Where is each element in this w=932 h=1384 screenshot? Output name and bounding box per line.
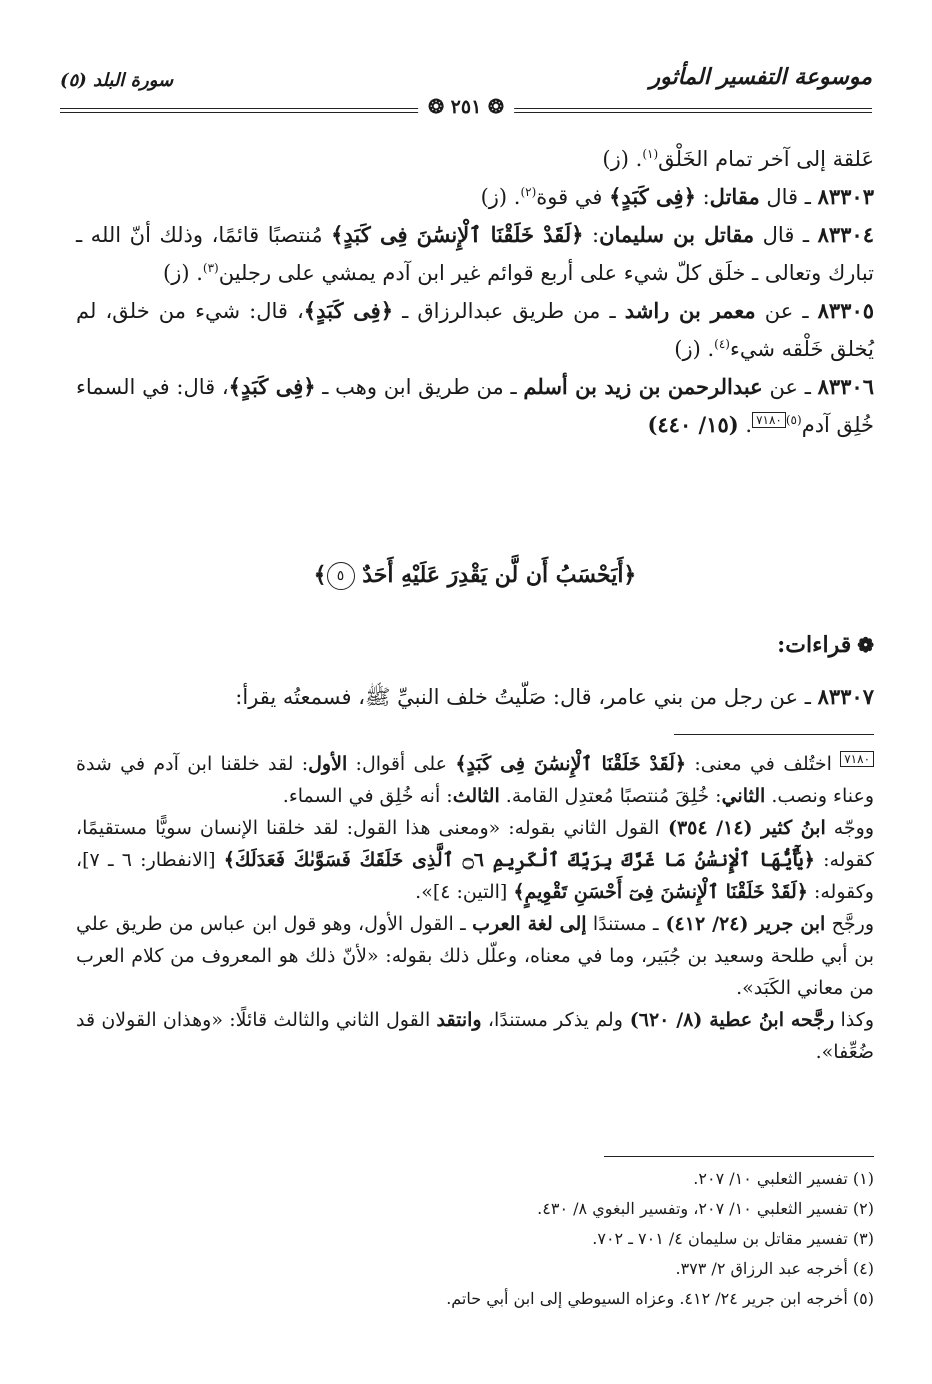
quran-quote: ﴿فِى كَبَدٍ﴾ bbox=[303, 298, 394, 323]
quran-quote: ﴿فِى كَبَدٍ﴾ bbox=[609, 184, 696, 209]
footnote-ref[interactable]: (٤) bbox=[714, 337, 730, 351]
footnote-separator bbox=[604, 1156, 874, 1157]
commentary-para-1: ٧١٨٠ اختُلف في معنى: ﴿لَقَدْ خَلَقْنَا ٱلْإِنسَٰنَ فِى كَبَدٍ﴾ على أقوال: الأول: لقد خلقنا ابن آدم في شدة وعناء ونصب. الثاني: خُلِقَ مُنتصبًا مُعتدِل القامة. الثالث: أنه خُلِق في السماء. bbox=[76, 751, 874, 807]
footnote-ref[interactable]: (٢) bbox=[520, 185, 537, 199]
commentary-box-number: ٧١٨٠ bbox=[840, 751, 874, 767]
hadith-83307: ٨٣٣٠٧ ـ عن رجل من بني عامر، قال: صَلّيتُ خلف النبيِّ ﷺ، فسمعتُه يقرأ: bbox=[235, 684, 874, 709]
narrator-name: مقاتل bbox=[709, 184, 760, 209]
footnote: (٥) أخرجه ابن جرير ٢٤/ ٤١٢. وعزاه السيوطي إلى ابن أبي حاتم. bbox=[446, 1289, 874, 1308]
footnote-ref[interactable]: (٣) bbox=[202, 261, 219, 275]
main-text bbox=[76, 140, 874, 444]
footnote: (٣) تفسير مقاتل بن سليمان ٤/ ٧٠١ ـ ٧٠٢. bbox=[592, 1229, 874, 1248]
hadith-83306: ٨٣٣٠٦ ـ عن عبدالرحمن بن زيد بن أسلم ـ من طريق ابن وهب ـ ﴿فِى كَبَدٍ﴾، قال: في السماء خُلِق آدم$^{(٥)}$٧١٨٠. (١٥/ ٤٤٠) bbox=[76, 374, 874, 437]
commentary-para-4: وكذا رجَّحه ابنُ عطية (٨/ ٦٢٠) ولم يذكر مستندًا، وانتقد القول الثاني والثالث قائلًا: «وهذان القولان قد ضُعِّفا». bbox=[76, 1009, 874, 1063]
page-number: ❂ ۲٥۱ ❂ bbox=[418, 96, 514, 118]
page-header bbox=[60, 62, 872, 116]
quran-quote: ﴿فِى كَبَدٍ﴾ bbox=[228, 374, 316, 399]
footnote: (١) تفسير الثعلبي ١٠/ ٢٠٧. bbox=[693, 1169, 874, 1188]
hadith-number: ٨٣٣٠٧ bbox=[817, 684, 874, 709]
section-heading: ❁قراءات: bbox=[777, 632, 874, 658]
hadith-83305: ٨٣٣٠٥ ـ عن معمر بن راشد ـ من طريق عبدالرزاق ـ ﴿فِى كَبَدٍ﴾، قال: شيء من خلق، لم يُخلق خَلْقه شيء$^{(٤)}$. (ز) bbox=[76, 298, 875, 361]
book-title: موسوعة التفسير المأثور bbox=[649, 64, 872, 90]
paragraph-continued: عَلقة إلى آخر تمام الخَلْق$^{(١)}$. (ز) bbox=[602, 147, 874, 171]
volume-reference: (١٥/ ٤٤٠) bbox=[647, 412, 739, 437]
footnotes bbox=[76, 1164, 874, 1314]
hadith-number: ٨٣٣٠٦ bbox=[817, 374, 874, 399]
footnote-ref[interactable]: (١) bbox=[642, 147, 659, 161]
hadith-number: ٨٣٣٠٥ bbox=[817, 298, 875, 323]
narrator-name: معمر بن راشد bbox=[624, 298, 756, 323]
footnote: (٢) تفسير الثعلبي ١٠/ ٢٠٧، وتفسير البغوي ٨/ ٤٣٠. bbox=[537, 1199, 874, 1218]
footnote-ref[interactable]: (٥) bbox=[785, 413, 802, 427]
hadith-83303: ٨٣٣٠٣ ـ قال مقاتل: ﴿فِى كَبَدٍ﴾ في قوة$^{(٢)}$. (ز) bbox=[480, 184, 874, 209]
surah-title: سورة البلد (٥) bbox=[60, 70, 174, 91]
narrator-name: مقاتل بن سليمان bbox=[599, 222, 755, 247]
commentary-para-3: ورجَّح ابن جرير (٢٤/ ٤١٢) ـ مستندًا إلى لغة العرب ـ القول الأول، وهو قول ابن عباس من طريق علي بن أبي طلحة وسعيد بن جُبَير، وما في معناه، وعلّل ذلك بقوله: «لأنّ ذلك هو المعروف من كلام العرب من معاني الكَبَد». bbox=[76, 913, 875, 999]
hadith-83304: ٨٣٣٠٤ ـ قال مقاتل بن سليمان: ﴿لَقَدْ خَلَقْنَا ٱلْإِنسَٰنَ فِى كَبَدٍ﴾ مُنتصبًا قائمًا، وذلك أنّ الله ـ تبارك وتعالى ـ خلَق كلّ شيء على أربع قوائم غير ابن آدم يمشي على رجلين$^{(٣)}$. (ز) bbox=[76, 222, 874, 285]
ayah-verse: ﴿أَيَحْسَبُ أَن لَّن يَقْدِرَ عَلَيْهِ أَحَدٌ ٥﴾ bbox=[313, 562, 637, 588]
ayah-number-marker: ٥ bbox=[327, 562, 355, 590]
commentary bbox=[76, 748, 874, 1068]
flower-icon: ❁ bbox=[857, 633, 874, 657]
hadith-number: ٨٣٣٠٣ bbox=[817, 184, 874, 209]
commentary-ref-box[interactable]: ٧١٨٠ bbox=[752, 412, 786, 428]
hadith-number: ٨٣٣٠٤ bbox=[817, 222, 874, 247]
commentary-para-2: ووجّه ابنُ كثير (١٤/ ٣٥٤) القول الثاني بقوله: «ومعنى هذا القول: لقد خلقنا الإنسان سويًّا مستقيمًا، كقوله: ﴿يَٰٓأَيُّهَا ٱلْإِنسَٰنُ مَا غَرَّكَ بِرَبِّكَ ٱلْكَرِيمِ ۝٦ ٱلَّذِى خَلَقَكَ فَسَوَّىٰكَ فَعَدَلَكَ﴾ [الانفطار: ٦ ـ ٧]، وكقوله: ﴿لَقَدْ خَلَقْنَا ٱلْإِنسَٰنَ فِىٓ أَحْسَنِ تَقْوِيمٍ﴾ [التين: ٤]». bbox=[76, 817, 875, 903]
quran-quote: ﴿لَقَدْ خَلَقْنَا ٱلْإِنسَٰنَ فِى كَبَدٍ﴾ bbox=[331, 222, 584, 247]
footnote: (٤) أخرجه عبد الرزاق ٢/ ٣٧٣. bbox=[675, 1259, 874, 1278]
commentary-separator bbox=[674, 734, 874, 735]
narrator-name: عبدالرحمن بن زيد بن أسلم bbox=[523, 374, 763, 399]
